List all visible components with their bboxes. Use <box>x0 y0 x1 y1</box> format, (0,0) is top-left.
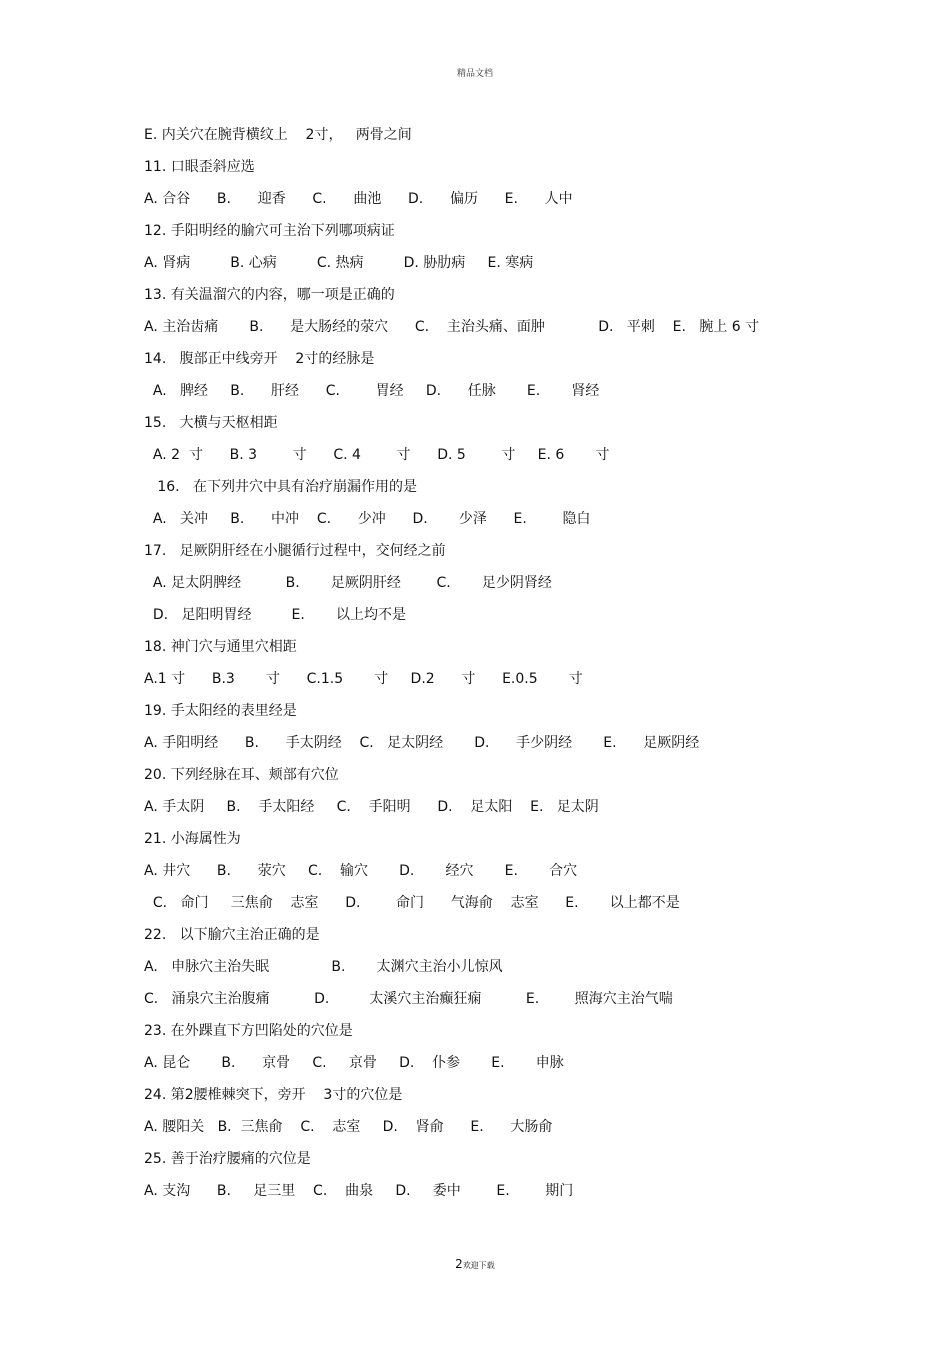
text-line: C. 命门 三焦俞 志室 D. 命门 气海俞 志室 E. 以上都不是 <box>144 895 680 911</box>
text-line: 13. 有关温溜穴的内容，哪一项是正确的 <box>144 287 395 303</box>
text-line: 19. 手太阳经的表里经是 <box>144 703 297 719</box>
text-line: D. 足阳明胃经 E. 以上均不是 <box>144 607 406 623</box>
page-header: 精品文档 <box>456 69 493 79</box>
text-line: A. 合谷 B. 迎香 C. 曲池 D. 偏历 E. 人中 <box>144 191 573 207</box>
text-line: C. 涌泉穴主治腹痛 D. 太溪穴主治癫狂痫 E. 照海穴主治气喘 <box>144 991 673 1007</box>
text-line: 11. 口眼歪斜应选 <box>144 159 255 175</box>
question-list <box>144 124 844 1212</box>
text-line: 24. 第2腰椎棘突下，旁开 3寸的穴位是 <box>144 1087 403 1103</box>
text-line: A. 主治齿痛 B. 是大肠经的荥穴 C. 主治头痛、面肿 D. 平刺 E. 腕上 6 寸 <box>144 319 760 335</box>
footer-note: 欢迎下载 <box>462 1261 495 1270</box>
text-line: A. 申脉穴主治失眠 B. 太渊穴主治小儿惊风 <box>144 959 503 975</box>
text-line: 25. 善于治疗腰痛的穴位是 <box>144 1151 311 1167</box>
text-line: A. 井穴 B. 荥穴 C. 输穴 D. 经穴 E. 合穴 <box>144 863 578 879</box>
page-footer <box>0 1257 950 1271</box>
text-line: A. 手太阴 B. 手太阳经 C. 手阳明 D. 足太阳 E. 足太阴 <box>144 799 599 815</box>
text-line: A. 手阳明经 B. 手太阴经 C. 足太阴经 D. 手少阴经 E. 足厥阴经 <box>144 735 700 751</box>
text-line: 17. 足厥阴肝经在小腿循行过程中，交何经之前 <box>144 543 446 559</box>
text-line: A.1 寸 B.3 寸 C.1.5 寸 D.2 寸 E.0.5 寸 <box>144 671 583 687</box>
text-line: 15. 大横与天枢相距 <box>144 415 278 431</box>
text-line: 23. 在外踝直下方凹陷处的穴位是 <box>144 1023 353 1039</box>
text-line: A. 脾经 B. 肝经 C. 胃经 D. 任脉 E. 肾经 <box>144 383 600 399</box>
text-line: 12. 手阳明经的腧穴可主治下列哪项病证 <box>144 223 395 239</box>
text-line: A. 2 寸 B. 3 寸 C. 4 寸 D. 5 寸 E. 6 寸 <box>144 447 610 463</box>
text-line: A. 腰阳关 B. 三焦俞 C. 志室 D. 肾俞 E. 大肠俞 <box>144 1119 553 1135</box>
text-line: A. 关冲 B. 中冲 C. 少冲 D. 少泽 E. 隐白 <box>144 511 591 527</box>
text-line: 18. 神门穴与通里穴相距 <box>144 639 297 655</box>
text-line: 21. 小海属性为 <box>144 831 241 847</box>
text-line: 22. 以下腧穴主治正确的是 <box>144 927 320 943</box>
page-number: 2 <box>455 1257 463 1271</box>
text-line: A. 昆仑 B. 京骨 C. 京骨 D. 仆参 E. 申脉 <box>144 1055 564 1071</box>
text-line: 16. 在下列井穴中具有治疗崩漏作用的是 <box>144 479 417 495</box>
text-line: 14. 腹部正中线旁开 2寸的经脉是 <box>144 351 375 367</box>
text-line: A. 肾病 B. 心病 C. 热病 D. 胁肋病 E. 寒病 <box>144 255 534 271</box>
text-line: A. 支沟 B. 足三里 C. 曲泉 D. 委中 E. 期门 <box>144 1183 574 1199</box>
text-line: E. 内关穴在腕背横纹上 2寸， 两骨之间 <box>144 127 412 143</box>
text-line: 20. 下列经脉在耳、颊部有穴位 <box>144 767 339 783</box>
text-line: A. 足太阴脾经 B. 足厥阴肝经 C. 足少阴肾经 <box>144 575 552 591</box>
